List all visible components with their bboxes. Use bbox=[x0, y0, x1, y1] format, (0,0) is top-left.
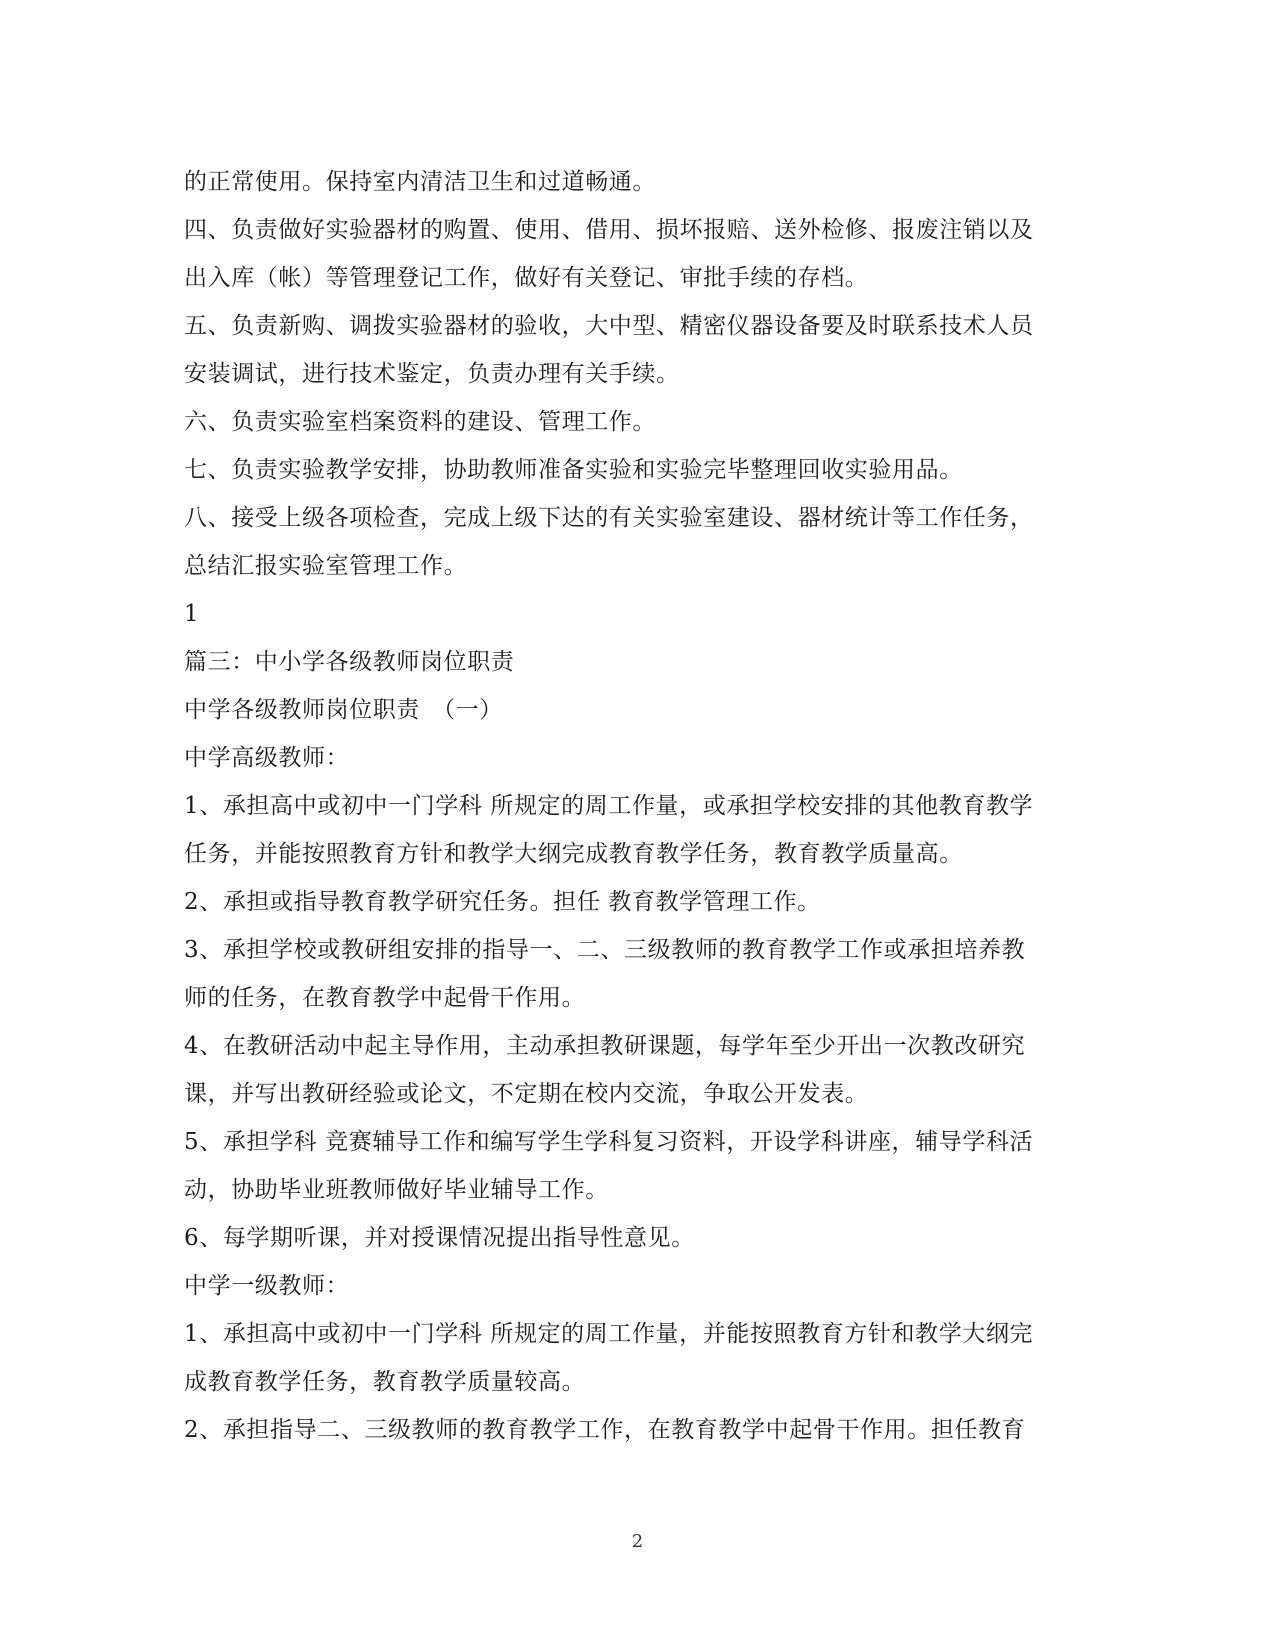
text-line: 动，协助毕业班教师做好毕业辅导工作。 bbox=[184, 1177, 609, 1203]
category-heading: 中学高级教师： bbox=[184, 745, 350, 771]
subsection-heading: 中学各级教师岗位职责 （一） bbox=[184, 697, 503, 723]
text-line: 课，并写出教研经验或论文，不定期在校内交流，争取公开发表。 bbox=[184, 1081, 869, 1107]
text-line: 师的任务，在教育教学中起骨干作用。 bbox=[184, 985, 586, 1011]
section-heading: 篇三：中小学各级教师岗位职责 bbox=[184, 649, 515, 675]
category-heading: 中学一级教师： bbox=[184, 1273, 350, 1299]
text-line: 出入库（帐）等管理登记工作，做好有关登记、审批手续的存档。 bbox=[184, 265, 869, 291]
text-line: 5、承担学科 竞赛辅导工作和编写学生学科复习资料，开设学科讲座，辅导学科活 bbox=[184, 1129, 1034, 1155]
text-line: 的正常使用。保持室内清洁卫生和过道畅通。 bbox=[184, 169, 656, 195]
text-line: 1、承担高中或初中一门学科 所规定的周工作量，或承担学校安排的其他教育教学 bbox=[184, 793, 1034, 819]
text-line: 总结汇报实验室管理工作。 bbox=[184, 553, 468, 579]
text-line: 安装调试，进行技术鉴定，负责办理有关手续。 bbox=[184, 361, 680, 387]
text-line: 4、在教研活动中起主导作用，主动承担教研课题，每学年至少开出一次教改研究 bbox=[184, 1033, 1026, 1059]
text-line: 八、接受上级各项检查，完成上级下达的有关实验室建设、器材统计等工作任务， bbox=[184, 505, 1034, 531]
text-line: 1、承担高中或初中一门学科 所规定的周工作量，并能按照教育方针和教学大纲完 bbox=[184, 1321, 1034, 1347]
text-line: 四、负责做好实验器材的购置、使用、借用、损坏报赔、送外检修、报废注销以及 bbox=[184, 217, 1034, 243]
body-text bbox=[184, 158, 1084, 1454]
text-line: 2、承担或指导教育教学研究任务。担任 教育教学管理工作。 bbox=[184, 889, 821, 915]
text-line: 2、承担指导二、三级教师的教育教学工作，在教育教学中起骨干作用。担任教育 bbox=[184, 1417, 1026, 1443]
text-line: 任务，并能按照教育方针和教学大纲完成教育教学任务，教育教学质量高。 bbox=[184, 841, 963, 867]
text-line: 五、负责新购、调拨实验器材的验收，大中型、精密仪器设备要及时联系技术人员 bbox=[184, 313, 1034, 339]
text-line: 七、负责实验教学安排，协助教师准备实验和实验完毕整理回收实验用品。 bbox=[184, 457, 963, 483]
inline-page-marker: 1 bbox=[184, 601, 200, 627]
text-line: 六、负责实验室档案资料的建设、管理工作。 bbox=[184, 409, 656, 435]
text-line: 3、承担学校或教研组安排的指导一、二、三级教师的教育教学工作或承担培养教 bbox=[184, 937, 1026, 963]
text-line: 6、每学期听课，并对授课情况提出指导性意见。 bbox=[184, 1225, 695, 1251]
text-line: 成教育教学任务，教育教学质量较高。 bbox=[184, 1369, 586, 1395]
page-number: 2 bbox=[631, 1531, 644, 1552]
